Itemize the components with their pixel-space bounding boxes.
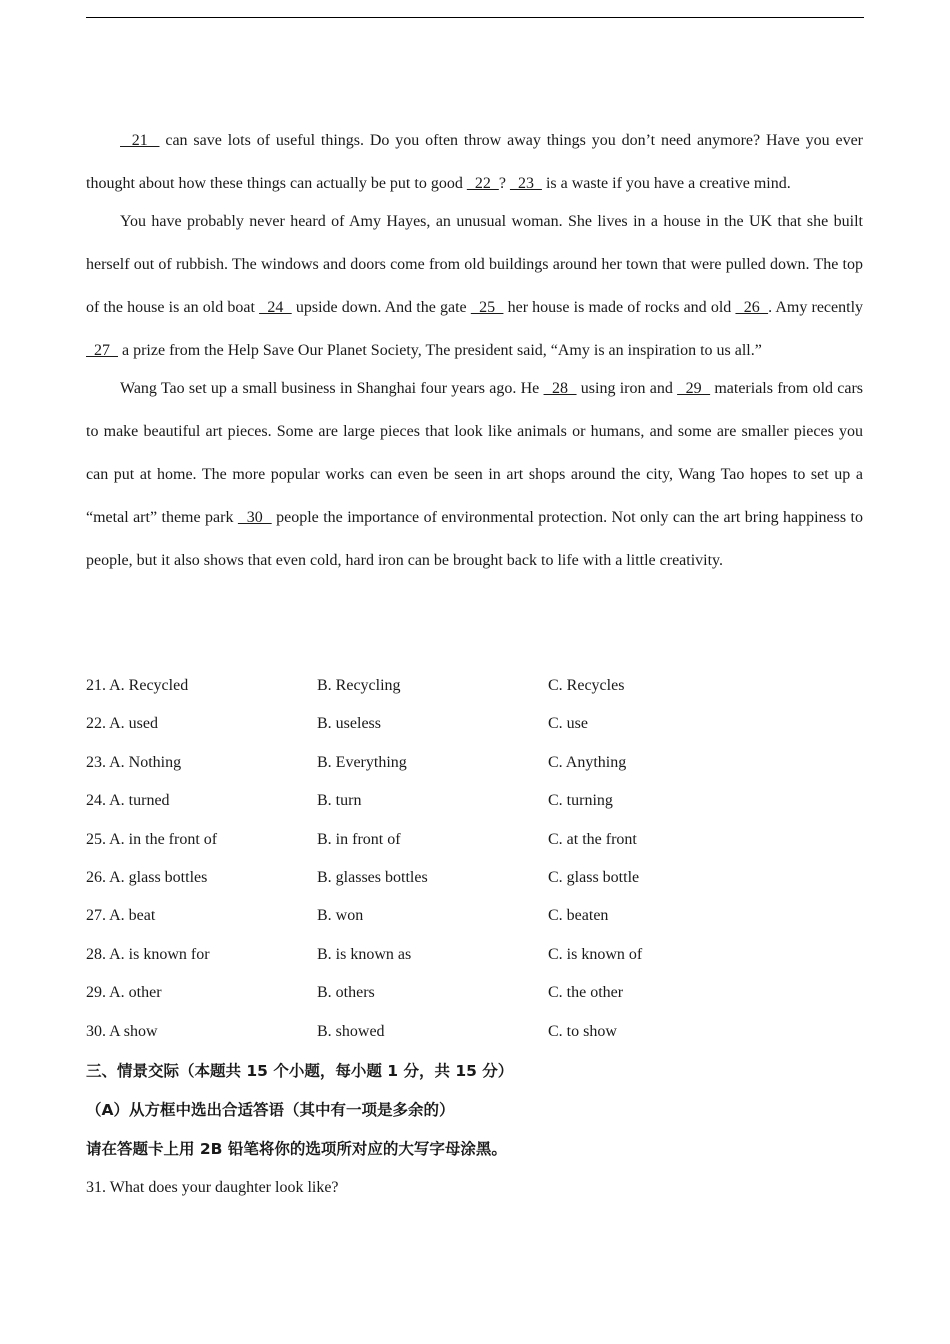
cloze-blank: 28 (543, 380, 577, 397)
option-b: B. useless (317, 715, 381, 733)
passage-text: a prize from the Help Save Our Planet Society, The president said, “Amy is an inspiration to us all.” (118, 342, 762, 359)
passage-text: materials from old cars to make beautiful art pieces. Some are large pieces that look like animals or humans, and some are smaller pieces you can put at home. The more popular works can even be seen in art shops around the city, Wang Tao hopes to set up a “metal art” theme park (86, 380, 864, 526)
option-b: B. others (317, 984, 375, 1002)
passage-text: . Amy recently (768, 299, 864, 316)
option-c: C. use (548, 715, 588, 733)
option-a: 26. A. glass bottles (86, 868, 208, 886)
passage-text: can save lots of useful things. Do you often throw away things you don’t need anymore? Have you ever thought about how these things can actually be put to good (86, 132, 864, 192)
option-a: 27. A. beat (86, 907, 156, 925)
option-b: B. is known as (317, 945, 412, 963)
cloze-blank: 24 (259, 299, 292, 316)
section-instruction: 请在答题卡上用 2B 铅笔将你的选项所对应的大写字母涂黑。 (86, 1140, 507, 1158)
option-a: 22. A. used (86, 715, 158, 733)
option-a: 23. A. Nothing (86, 753, 182, 771)
option-row (86, 782, 864, 820)
option-row (86, 974, 864, 1012)
option-b: B. glasses bottles (317, 868, 428, 886)
cloze-blank: 30 (237, 509, 272, 526)
option-b: B. showed (317, 1022, 385, 1040)
option-a: 21. A. Recycled (86, 677, 189, 694)
cloze-blank: 22 (466, 175, 499, 192)
option-c: C. to show (548, 1022, 617, 1040)
option-c: C. at the front (548, 830, 637, 848)
section-subheading: （A）从方框中选出合适答语（其中有一项是多余的） (86, 1101, 455, 1119)
passage-text: using iron and (576, 380, 678, 397)
option-b: B. Recycling (317, 677, 401, 694)
cloze-passage (86, 119, 863, 582)
cloze-blank: 27 (86, 342, 118, 359)
option-a: 30. A show (86, 1022, 158, 1040)
option-c: C. beaten (548, 907, 609, 925)
option-a: 29. A. other (86, 984, 162, 1002)
cloze-blank: 29 (677, 380, 711, 397)
option-b: B. turn (317, 792, 362, 810)
question-31: 31. What does your daughter look like? (86, 1179, 339, 1196)
option-row (86, 667, 864, 705)
passage-text: is a waste if you have a creative mind. (541, 175, 791, 192)
passage-paragraph-2 (86, 200, 863, 372)
option-c: C. is known of (548, 945, 643, 963)
cloze-blank: 25 (470, 299, 504, 316)
passage-text: You have probably never heard of Amy Hayes, an unusual woman. She lives in a house in the UK that she built herself out of rubbish. The windows and doors come from old buildings around her town that were pulled down. The top of the house is an old boat (86, 213, 863, 316)
option-row (86, 705, 864, 743)
option-c: C. Recycles (548, 677, 625, 694)
option-row (86, 744, 864, 782)
option-c: C. glass bottle (548, 868, 640, 886)
passage-paragraph-3 (86, 367, 863, 582)
cloze-blank: 21 (120, 132, 160, 149)
answer-options (86, 667, 864, 1051)
option-c: C. turning (548, 792, 613, 810)
section-heading: 三、情景交际（本题共 15 个小题，每小题 1 分，共 15 分） (86, 1062, 514, 1080)
passage-text: her house is made of rocks and old (503, 299, 736, 316)
header-rule (86, 17, 864, 18)
option-b: B. in front of (317, 830, 401, 848)
passage-text: Wang Tao set up a small business in Shanghai four years ago. He (120, 380, 544, 397)
passage-paragraph-1 (86, 119, 863, 205)
passage-text: upside down. And the gate (291, 299, 471, 316)
cloze-blank: 23 (509, 175, 542, 192)
option-a: 25. A. in the front of (86, 830, 218, 848)
option-a: 24. A. turned (86, 792, 170, 810)
option-row (86, 897, 864, 935)
option-row (86, 936, 864, 974)
option-b: B. Everything (317, 753, 407, 771)
option-c: C. the other (548, 984, 624, 1002)
option-row (86, 1013, 864, 1051)
option-c: C. Anything (548, 753, 627, 771)
option-b: B. won (317, 907, 364, 925)
option-row (86, 859, 864, 897)
passage-text: people the importance of environmental protection. Not only can the art bring happiness to people, but it also shows that even cold, hard iron can be brought back to life with a little creativity. (86, 509, 864, 569)
option-row (86, 821, 864, 859)
option-a: 28. A. is known for (86, 945, 210, 963)
cloze-blank: 26 (735, 299, 769, 316)
passage-text: ? (498, 175, 510, 192)
